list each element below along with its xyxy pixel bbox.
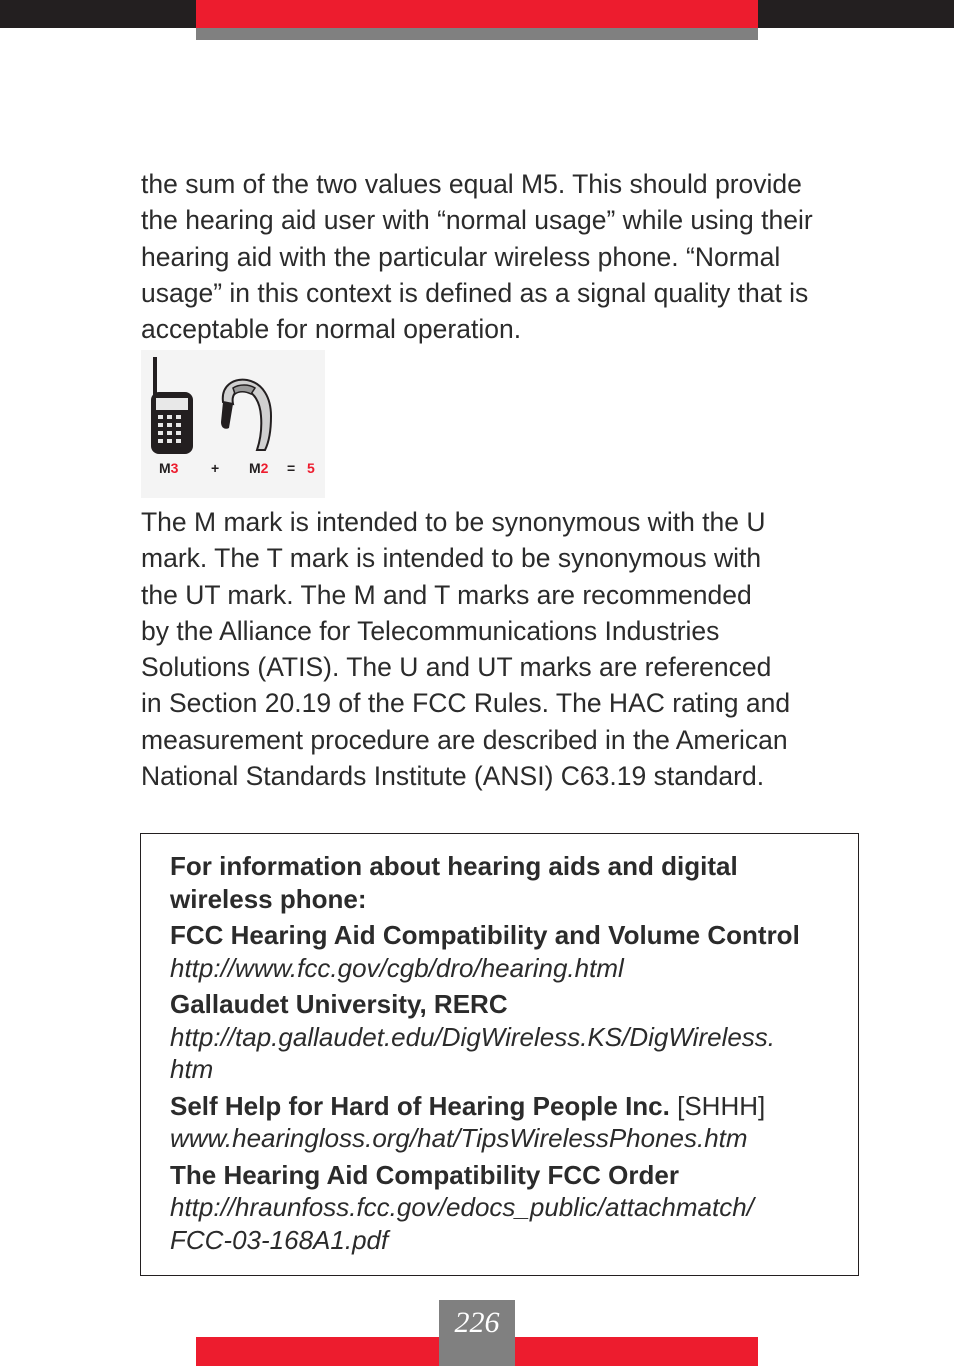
label-plus: + xyxy=(211,460,220,476)
hac-rating-figure xyxy=(141,350,325,498)
label-phone-rating: M3 xyxy=(159,460,179,476)
paragraph-line: Solutions (ATIS). The U and UT marks are referenced xyxy=(141,652,772,683)
hearing-aid-icon xyxy=(221,380,271,450)
paragraph-line: the hearing aid user with “normal usage” while using their xyxy=(141,205,813,236)
resource-link-gallaudet[interactable]: http://tap.gallaudet.edu/DigWireless.KS/DigWireless. htm xyxy=(170,1021,776,1084)
paragraph-line: hearing aid with the particular wireless phone. “Normal xyxy=(141,241,781,272)
resource-link-shhh[interactable]: www.hearingloss.org/hat/TipsWirelessPhones.htm xyxy=(170,1123,748,1153)
resources-heading: wireless phone: xyxy=(170,883,367,914)
resource-link-fcc[interactable]: http://www.fcc.gov/cgb/dro/hearing.html xyxy=(170,952,624,983)
header-bar-gray xyxy=(196,28,758,40)
paragraph-line: the UT mark. The M and T marks are recommended xyxy=(141,579,752,610)
paragraph-line: the sum of the two values equal M5. This should provide xyxy=(141,169,802,199)
resource-title-fcc: FCC Hearing Aid Compatibility and Volume Control xyxy=(170,920,800,950)
resource-title-gallaudet: Gallaudet University, RERC xyxy=(170,989,508,1019)
resources-heading: For information about hearing aids and digital xyxy=(170,851,738,881)
resource-link-fcc-order[interactable]: http://hraunfoss.fcc.gov/edocs_public/attachmatch/ FCC-03-168A1.pdf xyxy=(170,1192,754,1255)
paragraph-line: acceptable for normal operation. xyxy=(141,314,522,345)
label-sum: 5 xyxy=(307,460,315,476)
paragraph-line: mark. The T mark is intended to be synonymous with xyxy=(141,543,762,574)
resource-title-fcc-order: The Hearing Aid Compatibility FCC Order xyxy=(170,1159,679,1190)
paragraph-line: by the Alliance for Telecommunications Industries xyxy=(141,615,720,646)
label-equals: = xyxy=(287,460,296,476)
paragraph-line: National Standards Institute (ANSI) C63.19 standard. xyxy=(141,761,765,792)
paragraph-line: The M mark is intended to be synonymous with the U xyxy=(141,507,766,537)
header-bar-red xyxy=(196,0,758,28)
cell-phone-icon xyxy=(151,357,193,454)
paragraph-line: usage” in this context is defined as a signal quality that is xyxy=(141,277,809,308)
page-number-tab xyxy=(439,1300,515,1366)
paragraph-line: measurement procedure are described in the American xyxy=(141,724,788,755)
label-hearing-aid-rating: M2 xyxy=(249,460,269,476)
paragraph-hac-usage xyxy=(141,166,901,347)
resource-title-shhh: Self Help for Hard of Hearing People Inc. [SHHH] xyxy=(170,1090,766,1121)
paragraph-line: in Section 20.19 of the FCC Rules. The HAC rating and xyxy=(141,688,791,719)
paragraph-marks xyxy=(141,504,901,794)
resources-content xyxy=(170,850,860,1256)
page-number: 226 xyxy=(454,1306,500,1339)
resources-box xyxy=(140,833,859,1276)
